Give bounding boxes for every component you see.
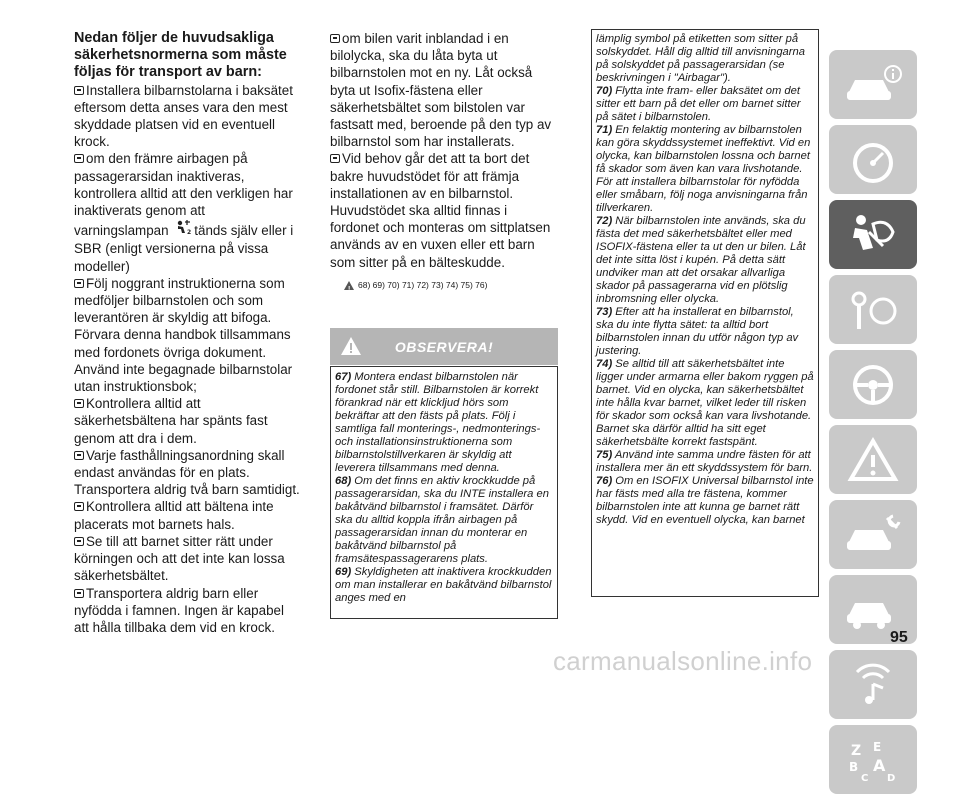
svg-text:C: C (861, 772, 869, 784)
notes-box-col2 (330, 366, 558, 619)
bullet-item: Kontrollera alltid att bältena inte placerats mot barnets hals. (74, 499, 274, 532)
bullet-icon (74, 451, 84, 460)
tab-car-info[interactable] (829, 50, 917, 119)
warning-triangle-icon (843, 435, 903, 485)
watermark: carmanualsonline.info (553, 646, 813, 676)
key-ignition-icon (843, 285, 903, 335)
car-specs-icon (843, 585, 903, 635)
note-item: 75) Använd inte samma undre fästen för att installera mer än ett skyddssystem för barn. (596, 449, 813, 474)
alphabet-index-icon (843, 735, 903, 785)
car-wrench-icon (843, 510, 903, 560)
observera-title: OBSERVERA! (394, 339, 494, 355)
bullet-icon (74, 86, 84, 95)
tab-index[interactable] (829, 725, 917, 794)
bullet-item: Se till att barnet sitter rätt under körningen och att det inte kan lossa säkerhetsbältet. (74, 533, 285, 584)
steering-wheel-icon (843, 360, 903, 410)
multimedia-icon (843, 660, 903, 710)
bullet-icon (330, 154, 340, 163)
bullet-item: Kontrollera alltid att säkerhetsbältena har spänts fast genom att dra i dem. (74, 396, 268, 446)
note-item: 71) En felaktig montering av bilbarnstolen kan göra skyddssystemet ineffektivt. Vid en olycka, kan bilbarnstolen lossna och barnet få skador som även kan vara livshotande. För att installera bilbarnstolar för nyfödda eller småbarn, följ noga anvisningarna från tillverkaren. (596, 124, 811, 214)
bullet-item: Transportera aldrig barn eller nyfödda i famnen. Ingen är kapabel att hålla tillbaka dem vid en krock. (74, 585, 284, 635)
svg-text:2: 2 (187, 229, 192, 236)
observera-banner (330, 328, 558, 365)
svg-text:B: B (849, 759, 859, 774)
bullet-icon (330, 34, 340, 43)
warning-references: ! 68) 69) 70) 71) 72) 73) 74) 75) 76) (344, 277, 558, 294)
tab-dashboard[interactable] (829, 125, 917, 194)
bullet-icon (74, 502, 84, 511)
note-item: 69) Skyldigheten att inaktivera krockkudden om man installerar en bakåtvänd bilbarnstol anges med en (335, 566, 552, 604)
airbag-off-icon (174, 219, 192, 240)
chapter-sidebar (829, 50, 917, 800)
bullet-item: Installera bilbarnstolarna i baksätet eftersom detta anses vara den mest skyddade platsen vid en eventuell krock. (74, 82, 293, 150)
seat-airbag-icon (843, 210, 903, 260)
text-column-1 (74, 30, 300, 636)
svg-text:E: E (873, 739, 882, 754)
tab-multimedia[interactable] (829, 650, 917, 719)
note-item: 68) Om det finns en aktiv krockkudde på passagerarsidan, ska du INTE installera en bakåtvänd bilbarnstol i framsätet. Därför ska du alltid koppla ifrån airbagen på passagerarsidan innan du monterar en bakåtvänd bilbarnstol på framsätespassagerarens plats. (335, 475, 549, 565)
svg-text:Z: Z (851, 742, 862, 759)
page-number: 95 (890, 629, 908, 646)
bullet-icon (74, 279, 84, 288)
svg-text:A: A (873, 755, 886, 775)
dashboard-gauge-icon (843, 135, 903, 185)
note-item: lämplig symbol på etiketten som sitter på solskyddet. Håll dig alltid till anvisningarna på solskyddet på passagerarsidan (se beskrivningen i "Airbagar"). (596, 33, 805, 84)
note-item: 76) Om en ISOFIX Universal bilbarnstol inte har fästs med alla tre fästena, kommer bilbarnstolen inte att kunna ge barnet rätt skydd. Vid en eventuell olycka, kan barnet (596, 475, 814, 526)
warning-triangle-icon (344, 281, 354, 290)
bullet-icon (74, 589, 84, 598)
tab-starting[interactable] (829, 275, 917, 344)
svg-text:D: D (887, 772, 896, 784)
tab-driving[interactable] (829, 350, 917, 419)
note-item: 72) När bilbarnstolen inte används, ska du fästa det med säkerhetsbältet eller med ISOFIX-fästena eller ta ut den ur bilen. Låt det inte sitta löst i kupén. På detta sätt undviker man att det orsakar allvarliga skador på passagerarna vid en plötslig inbromsning eller olycka. (596, 215, 806, 305)
text-column-2 (330, 30, 558, 294)
note-item: 67) Montera endast bilbarnstolen när fordonet står still. Bilbarnstolen är korrekt förankrad när ett klickljud hörs som bekräftar att den fästs på plats. Följ i samtliga fall monterings-, nedmonterings- och installationsinstruktionerna som bilbarnstolstillverkaren är skyldig att leverera tillsammans med denna. (335, 371, 541, 474)
note-item: 73) Efter att ha installerat en bilbarnstol, ska du inte flytta sätet: ta alltid bort bilbarnstolen innan du utför någon typ av justering. (596, 306, 799, 357)
car-info-icon (843, 60, 903, 110)
tab-emergency[interactable] (829, 425, 917, 494)
bullet-item: om den främre airbagen på passagerarsidan inaktiveras, kontrollera alltid att den verkligen har inaktiverats genom att varningslampan 2 tänds själv eller i SBR (enligt versionerna på vissa modeller) (74, 151, 294, 274)
bullet-item: Vid behov går det att ta bort det bakre huvudstödet för att främja installationen av en bilbarnstol. Huvudstödet ska alltid finnas i fordonet och monteras om sittplatsen används av en vuxen eller ett barn som sitter på en bälteskudde. (330, 151, 551, 270)
notes-box-col3 (591, 29, 819, 597)
bullet-item: Följ noggrant instruktionerna som medföljer bilbarnstolen och som leverantören är skyldig att bifoga. Förvara denna handbok tillsammans med fordonets övriga dokument. Använd inte begagnade bilbarnstolar utan instruktionsbok; (74, 275, 293, 395)
tab-safety[interactable] (829, 200, 917, 269)
section-heading: Nedan följer de huvudsakliga säkerhetsnormerna som måste följas för transport av barn: (74, 30, 287, 81)
bullet-icon (74, 154, 84, 163)
note-item: 70) Flytta inte fram- eller baksätet om det sitter ett barn på det eller om barnet sitter på sätet i bilbarnstolen. (596, 85, 801, 123)
note-item: 74) Se alltid till att säkerhetsbältet inte ligger under armarna eller bakom ryggen på barnet. Vid en olycka, kan säkerhetsbältet inte hålla kvar barnet, vilket leder till risken för skador som också kan vara livshotande. Barnet ska därför alltid ha sitt eget säkerhetsbälte korrekt fastspänt. (596, 358, 814, 448)
bullet-item: om bilen varit inblandad i en bilolycka, ska du låta byta ut bilbarnstolen mot en ny. Låt också byta ut Isofix-fästena eller säkerhetsbältet som bilstolen var fastsatt med, beroende på den typ av bilbarnstol som har installerats. (330, 31, 552, 150)
tab-maintenance[interactable] (829, 500, 917, 569)
bullet-item: Varje fasthållningsanordning skall endast användas för en plats. Transportera aldrig två barn samtidigt. (74, 447, 300, 498)
bullet-icon (74, 537, 84, 546)
bullet-icon (74, 399, 84, 408)
